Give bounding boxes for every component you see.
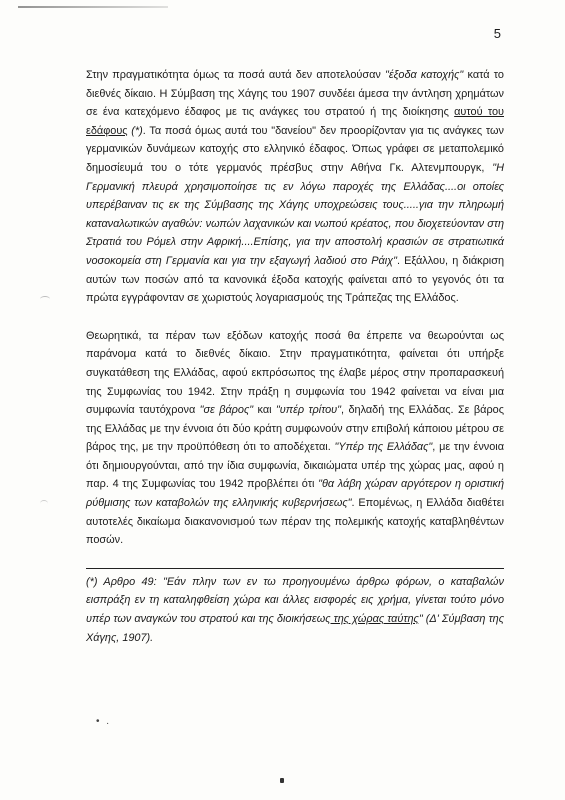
- paragraph1-segment: Στην πραγματικότητα όμως τα ποσά αυτά δεν αποτελούσαν: [86, 69, 386, 81]
- scan-speck: [280, 778, 284, 783]
- paragraph2-segment: , δηλαδή της Ελλάδας. Σε βάρος της Ελλάδας με την έννοια ότι δύο κράτη συμφωνούν στην επιβολή κάποιου μέτρου σε βάρος της, με την προϋπόθεση ότι το αποδέχεται.: [86, 404, 504, 454]
- margin-mark: [40, 296, 50, 302]
- footnote-divider: [86, 568, 504, 569]
- paragraph1-segment: (*): [131, 124, 143, 137]
- paragraph1-segment: αυτού του εδάφους: [86, 106, 504, 137]
- paragraph2-segment: , με την έννοια ότι δημιουργούνται, από την ίδια συμφωνία, δικαιώματα υπέρ της χώρας μας, αφού η παρ. 4 της Συμφωνίας του 1942 προβλέπει ότι: [86, 441, 504, 491]
- paragraph2-segment: "Υπέρ της Ελλάδας": [334, 441, 433, 454]
- footnote-segment: " (Δ' Σύμβαση της Χάγης, 1907).: [86, 613, 504, 644]
- paragraph2-segment: . Επομένως, η Ελλάδα διαθέτει αυτοτελές δικαίωμα διακανονισμού των πέραν της πολεμικής κατοχής καταβληθέντων ποσών.: [86, 497, 504, 547]
- page-number: 5: [493, 26, 501, 41]
- trailing-marks: • .: [96, 716, 112, 727]
- paragraph2-segment: Θεωρητικά, τα πέραν των εξόδων κατοχής ποσά θα έπρεπε να θεωρούνται ως παράνομα κατά το διεθνές δίκαιο. Στην πραγματικότητα, φαίνεται ότι υπήρξε συγκατάθεση της Ελλάδας, αφού εκπρόσωπος της έλαβε μέρος στην προπαρασκευή της Συμφωνίας του 1942. Στην πράξη η συμφωνία του 1942 φαίνεται να είναι μια συμφωνία ταυτόχρονα: [86, 329, 504, 417]
- paragraph2-segment: "υπέρ τρίτου": [275, 404, 342, 417]
- document-body: [86, 66, 504, 647]
- footnote-article-49: [86, 573, 504, 647]
- paragraph1-segment: κατά το διεθνές δίκαιο. Η Σύμβαση της Χάγης του 1907 συνδέει άμεσα την άντληση χρημάτων σε ένα κατεχόμενο έδαφος με τις ανάγκες του στρατού ή της διοίκησης: [86, 69, 504, 119]
- paragraph1-segment: . Εξάλλου, η διάκριση αυτών των ποσών από τα κανονικά έξοδα κατοχής φαίνεται από το γεγονός ότι τα πρώτα εγγράφονταν σε χωριστούς λογαριασμούς της Τράπεζας της Ελλάδος.: [86, 254, 505, 305]
- footnote-segment: (*) Αρθρο 49: "Εάν πλην των εν τω προηγουμένω άρθρω φόρων, ο καταβαλών εισπράξη εν τη καταληφθείση χώρα και άλλες εισφορές εις χρήμα, γίνεται τούτο μόνο υπέρ των αναγκών του στρατού και της διοικήσεως: [86, 575, 504, 626]
- paragraph1-segment: . Τα ποσά όμως αυτά του "δανείου" δεν προορίζονταν για τις ανάγκες των γερμανικών δυνάμεων κατοχής στο ελληνικό έδαφος. Όπως γράφει σε μεταπολεμικό δημοσίευμά του ο τότε γερμανός πρέσβυς στην Αθήνα Γκ. Αλτενμπουργκ,: [86, 124, 505, 174]
- paragraph-occupation-costs: [86, 66, 504, 308]
- paragraph2-segment: και: [253, 404, 276, 417]
- paragraph1-segment: "Η Γερμανική πλευρά χρησιμοποίησε τις εν λόγω παροχές της Ελλάδας....οι οποίες υπερέβαιναν τις εκ της Σύμβασης της Χάγης υποχρεώσεις τους.....για την πληρωμή καταναλωτικών αγαθών: νωπών λαχανικών και νωπού κρέατος, που διοχετεύονταν στη Στρατιά του Ρόμελ στην Αφρική....Επίσης, για την αποστολή κρασιών σε στρατιωτικά νοσοκομεία στη Γερμανία και για την εξαγωγή λαδιού στο Ράιχ": [86, 161, 504, 267]
- footnote-segment: της χώρας ταύτης: [330, 613, 419, 626]
- margin-mark: [40, 500, 48, 507]
- paragraph-legal-analysis: [86, 327, 504, 550]
- paragraph2-segment: "σε βάρος": [199, 404, 254, 417]
- paragraph2-segment: "θα λάβη χώραν αργότερον η οριστική ρύθμισης των καταβολών της ελληνικής κυβερνήσεως": [86, 478, 504, 510]
- paragraph1-segment: "έξοδα κατοχής": [385, 69, 464, 81]
- scan-artifact-line: [18, 6, 168, 8]
